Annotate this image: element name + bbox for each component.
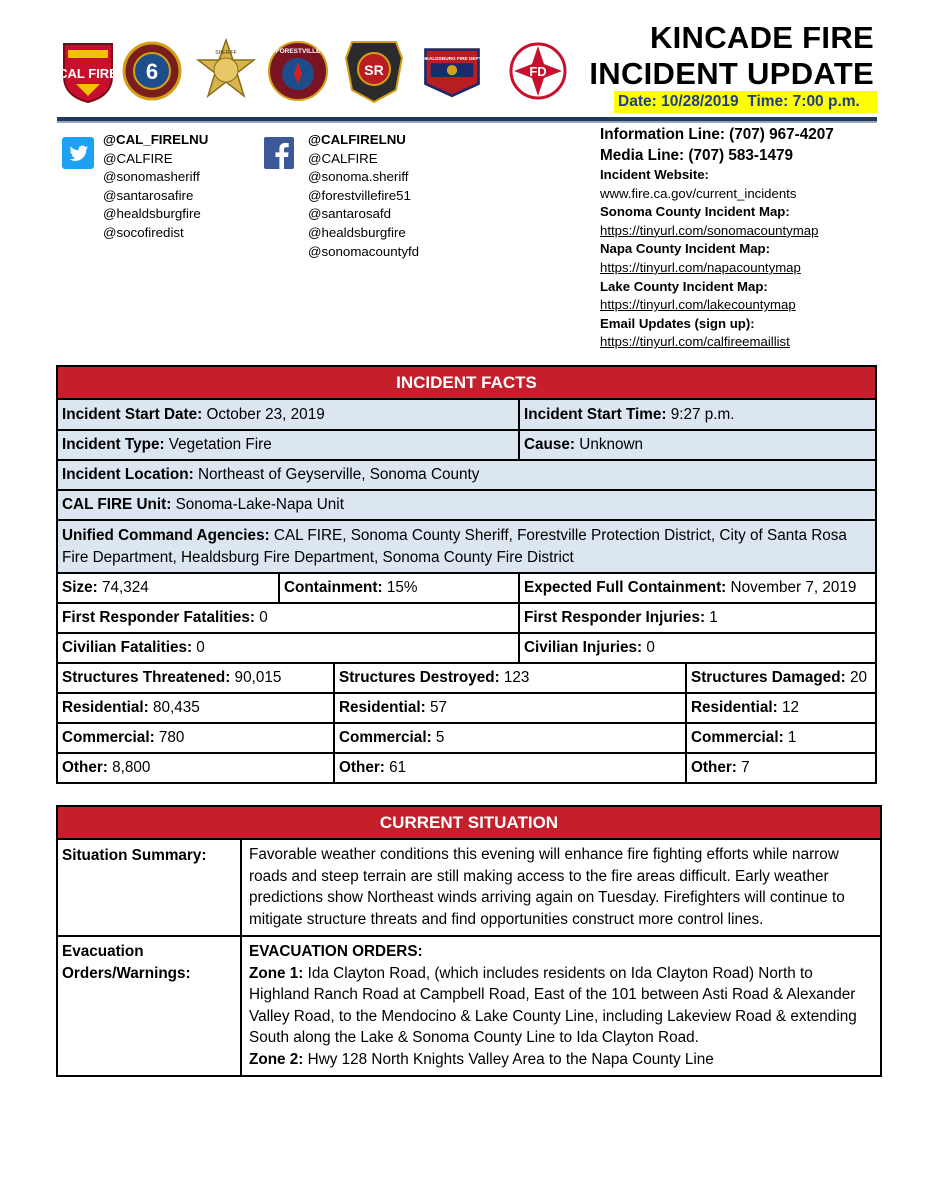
incident-facts-heading: INCIDENT FACTS [57,366,876,399]
situation-summary-text: Favorable weather conditions this evening will enhance fire fighting efforts while narrow roads and steep terrain are still making access to the fire areas difficult. Early weather predictions show Northeast winds arriving again on Tuesday. Firefighters will continue to mitigate structure threats and find opportunities construct more control lines. [241,839,881,936]
team-6-logo-text: 6 [145,59,159,84]
email-updates-label: Email Updates (sign up): [600,315,755,331]
unified-command-value: CAL FIRE, Sonoma County Sheriff, Forestville Protection District, City of Santa Rosa Fire Department, Healdsburg Fire Department, Sonoma County Fire District [62,527,847,566]
incident-type-label: Incident Type: [62,436,165,454]
document-title [589,20,874,92]
structures-destroyed-value: 123 [499,669,530,687]
other-label: Other: [691,759,737,777]
contact-info [600,124,834,352]
healdsburg-logo-text: HEALDSBURG FIRE DEPT [422,55,482,61]
facebook-handles [308,131,419,261]
forestville-logo-text: FORESTVILLE [275,48,321,55]
damaged-commercial-cell [686,723,876,753]
size-cell [57,573,279,603]
header-divider-shadow [57,121,877,123]
incident-type-cell [57,430,519,460]
facebook-handle[interactable]: @CALFIRELNU [308,132,406,147]
sheriff-star-logo [196,38,256,104]
sonoma-fd-logo [508,38,568,104]
other-label: Other: [62,759,108,777]
title-line-2: INCIDENT UPDATE [589,56,874,91]
threatened-residential-cell [57,693,334,723]
full-containment-label: Expected Full Containment: [524,579,727,597]
start-date-value: October 23, 2019 [202,405,325,423]
containment-label: Containment: [284,579,383,597]
other-value: 8,800 [107,759,151,777]
media-line: Media Line: (707) 583-1479 [600,147,793,164]
start-time-cell [519,399,876,430]
zone-2-description: Hwy 128 North Knights Valley Area to the Napa County Line [303,1050,714,1068]
sonoma-map-label: Sonoma County Incident Map: [600,204,790,220]
residential-label: Residential: [339,699,426,717]
facebook-handle[interactable]: @sonomacountyfd [308,243,420,259]
unified-command-label: Unified Command Agencies: [62,527,270,544]
information-line: Information Line: (707) 967-4207 [600,126,834,143]
commercial-label: Commercial: [339,729,432,747]
date-label: Date: [618,93,657,110]
evacuation-content [241,936,881,1076]
zone-2-label: Zone 2: [249,1050,304,1068]
facebook-handle[interactable]: @forestvillefire51 [308,187,411,203]
containment-cell [279,573,519,603]
other-label: Other: [339,759,385,777]
cause-label: Cause: [524,436,576,454]
destroyed-residential-cell [334,693,686,723]
cal-fire-logo [58,38,118,104]
cal-fire-unit-label: CAL FIRE Unit: [62,496,172,514]
zone-1-text [249,963,873,1049]
civilian-injuries-label: Civilian Injuries: [524,639,643,657]
facebook-icon[interactable] [264,137,294,169]
containment-value: 15% [382,579,418,597]
zone-1-label: Zone 1: [249,964,304,982]
situation-summary-label: Situation Summary: [57,839,241,936]
twitter-handle[interactable]: @socofiredist [103,224,184,240]
twitter-icon[interactable] [62,137,94,169]
start-date-cell [57,399,519,430]
damaged-residential-cell [686,693,876,723]
full-containment-cell [519,573,876,603]
evacuation-orders-heading: EVACUATION ORDERS: [249,943,423,960]
incident-location-label: Incident Location: [62,466,194,484]
other-value: 61 [384,759,407,777]
residential-value: 12 [777,699,799,717]
lake-map-link[interactable]: https://tinyurl.com/lakecountymap [600,297,796,313]
napa-map-label: Napa County Incident Map: [600,241,770,257]
commercial-label: Commercial: [62,729,155,747]
structures-damaged-value: 20 [845,669,867,687]
current-situation-heading: CURRENT SITUATION [57,806,881,839]
fr-injuries-value: 1 [705,609,718,627]
twitter-handle[interactable]: @healdsburgfire [103,206,201,222]
commercial-value: 1 [783,729,797,747]
civilian-fatalities-label: Civilian Fatalities: [62,639,193,657]
agency-logos [58,38,568,104]
lake-map-label: Lake County Incident Map: [600,278,768,294]
sonoma-map-link[interactable]: https://tinyurl.com/sonomacountymap [600,222,819,238]
start-date-label: Incident Start Date: [62,405,203,423]
date-time-bar [614,91,877,113]
structures-threatened-cell [57,663,334,693]
structures-damaged-cell [686,663,876,693]
cause-cell [519,430,876,460]
incident-location-value: Northeast of Geyserville, Sonoma County [193,466,480,484]
civilian-fatalities-value: 0 [192,639,205,657]
twitter-handle[interactable]: @sonomasheriff [103,169,200,185]
incident-location-cell [57,460,876,490]
evacuation-label: Evacuation Orders/Warnings: [57,936,241,1076]
cause-value: Unknown [575,436,644,454]
cal-fire-unit-value: Sonoma-Lake-Napa Unit [171,496,344,514]
title-line-1: KINCADE FIRE [649,20,874,55]
twitter-handle[interactable]: @CAL_FIRELNU [103,132,209,147]
size-label: Size: [62,579,98,597]
napa-map-link[interactable]: https://tinyurl.com/napacountymap [600,259,801,275]
fr-fatalities-value: 0 [254,609,268,627]
sonoma-fd-logo-text: FD [529,64,547,79]
residential-label: Residential: [691,699,778,717]
fr-injuries-cell [519,603,876,633]
damaged-other-cell [686,753,876,783]
commercial-value: 5 [431,729,445,747]
incident-facts-table [56,365,877,784]
fr-fatalities-label: First Responder Fatalities: [62,609,255,627]
date-value: 10/28/2019 [661,93,739,110]
forestville-logo [268,38,328,104]
size-value: 74,324 [97,579,149,597]
threatened-commercial-cell [57,723,334,753]
healdsburg-logo [422,38,482,104]
santa-rosa-logo [344,38,404,104]
email-updates-link[interactable]: https://tinyurl.com/calfireemaillist [600,334,790,350]
sheriff-star-logo-text: SHERIFF [215,50,237,56]
facebook-handle[interactable]: @healdsburgfire [308,224,406,240]
fr-injuries-label: First Responder Injuries: [524,609,706,627]
other-value: 7 [736,759,750,777]
zone-2-text [249,1049,873,1071]
structures-destroyed-cell [334,663,686,693]
cal-fire-logo-text: CAL FIRE [58,66,118,81]
commercial-value: 780 [154,729,185,747]
start-time-value: 9:27 p.m. [666,405,735,423]
destroyed-other-cell [334,753,686,783]
incident-type-value: Vegetation Fire [164,436,272,454]
time-value: 7:00 p.m. [792,93,860,110]
facebook-handle[interactable]: @sonoma.sheriff [308,169,409,185]
residential-value: 80,435 [148,699,200,717]
structures-threatened-label: Structures Threatened: [62,669,231,687]
civilian-fatalities-cell [57,633,519,663]
twitter-handle[interactable]: @CALFIRE [103,150,173,166]
santa-rosa-logo-text: SR [364,62,384,78]
structures-destroyed-label: Structures Destroyed: [339,669,500,687]
civilian-injuries-value: 0 [642,639,655,657]
destroyed-commercial-cell [334,723,686,753]
zone-1-description: Ida Clayton Road, (which includes residents on Ida Clayton Road) North to Highland Ranch Road at Campbell Road, East of the 101 between Asti Road & Alexander Valley Road, to the Mendocino & Lake County Line, including Lakeview Road & extending South along the Lake & Sonoma County Line to Ida Clayton Road. [249,964,857,1046]
full-containment-value: November 7, 2019 [726,579,857,597]
fr-fatalities-cell [57,603,519,633]
cal-fire-unit-cell [57,490,876,520]
team-6-logo [122,38,182,104]
time-label: Time: [747,93,789,110]
website-label: Incident Website: [600,167,709,182]
website-link[interactable]: www.fire.ca.gov/current_incidents [600,185,797,201]
facebook-handle[interactable]: @CALFIRE [308,150,378,166]
structures-damaged-label: Structures Damaged: [691,669,846,687]
threatened-other-cell [57,753,334,783]
facebook-handle[interactable]: @santarosafd [308,206,391,222]
commercial-label: Commercial: [691,729,784,747]
twitter-handle[interactable]: @santarosafire [103,187,194,203]
start-time-label: Incident Start Time: [524,405,667,423]
twitter-handles [103,131,208,243]
residential-value: 57 [425,699,447,717]
unified-command-cell [57,520,876,573]
civilian-injuries-cell [519,633,876,663]
current-situation-table [56,805,882,1077]
structures-threatened-value: 90,015 [230,669,282,687]
residential-label: Residential: [62,699,149,717]
